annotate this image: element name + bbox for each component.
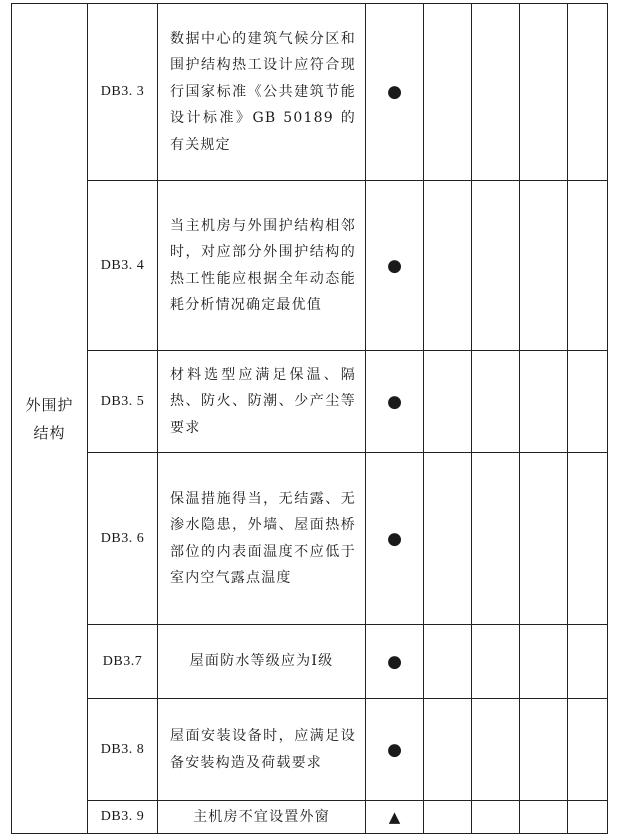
empty-cell xyxy=(520,453,568,625)
category-label-line-1: 外围护 xyxy=(25,395,74,414)
empty-cell xyxy=(472,699,520,801)
empty-cell xyxy=(424,4,472,181)
mandatory-mark: ● xyxy=(366,453,424,625)
category-cell xyxy=(12,4,88,834)
empty-cell xyxy=(424,453,472,625)
item-code: DB3. 8 xyxy=(88,699,158,801)
table-row xyxy=(12,351,608,453)
empty-cell xyxy=(568,801,608,834)
category-label-line-2: 结构 xyxy=(33,423,66,442)
item-requirement: 屋面防水等级应为Ⅰ级 xyxy=(158,625,366,699)
empty-cell xyxy=(520,181,568,351)
empty-cell xyxy=(568,4,608,181)
item-requirement: 当主机房与外围护结构相邻时，对应部分外围护结构的热工性能应根据全年动态能耗分析情况确定最优值 xyxy=(158,181,366,351)
empty-cell xyxy=(520,625,568,699)
empty-cell xyxy=(472,351,520,453)
item-code: DB3. 3 xyxy=(88,4,158,181)
empty-cell xyxy=(520,351,568,453)
item-requirement: 屋面安装设备时，应满足设备安装构造及荷载要求 xyxy=(158,699,366,801)
empty-cell xyxy=(520,699,568,801)
spec-table xyxy=(11,3,608,834)
table-row xyxy=(12,181,608,351)
item-code: DB3. 4 xyxy=(88,181,158,351)
empty-cell xyxy=(424,351,472,453)
mandatory-mark: ● xyxy=(366,351,424,453)
mandatory-mark: ● xyxy=(366,181,424,351)
empty-cell xyxy=(424,801,472,834)
item-code: DB3. 5 xyxy=(88,351,158,453)
recommended-mark: ▲ xyxy=(366,801,424,834)
empty-cell xyxy=(424,625,472,699)
empty-cell xyxy=(472,453,520,625)
empty-cell xyxy=(568,453,608,625)
empty-cell xyxy=(568,181,608,351)
item-code: DB3. 9 xyxy=(88,801,158,834)
empty-cell xyxy=(568,625,608,699)
empty-cell xyxy=(472,801,520,834)
mandatory-mark: ● xyxy=(366,4,424,181)
table-row xyxy=(12,4,608,181)
empty-cell xyxy=(520,801,568,834)
empty-cell xyxy=(472,181,520,351)
empty-cell xyxy=(568,699,608,801)
empty-cell xyxy=(424,699,472,801)
mandatory-mark: ● xyxy=(366,699,424,801)
table-row xyxy=(12,699,608,801)
item-code: DB3. 6 xyxy=(88,453,158,625)
table-row xyxy=(12,453,608,625)
empty-cell xyxy=(424,181,472,351)
item-requirement: 主机房不宜设置外窗 xyxy=(158,801,366,834)
item-requirement: 材料选型应满足保温、隔热、防火、防潮、少产尘等要求 xyxy=(158,351,366,453)
empty-cell xyxy=(472,4,520,181)
item-code: DB3.7 xyxy=(88,625,158,699)
empty-cell xyxy=(568,351,608,453)
empty-cell xyxy=(520,4,568,181)
empty-cell xyxy=(472,625,520,699)
mandatory-mark: ● xyxy=(366,625,424,699)
table-row xyxy=(12,801,608,834)
item-requirement: 数据中心的建筑气候分区和围护结构热工设计应符合现行国家标准《公共建筑节能设计标准》GB 50189 的有关规定 xyxy=(158,4,366,181)
item-requirement: 保温措施得当，无结露、无渗水隐患，外墙、屋面热桥部位的内表面温度不应低于室内空气露点温度 xyxy=(158,453,366,625)
table-row xyxy=(12,625,608,699)
